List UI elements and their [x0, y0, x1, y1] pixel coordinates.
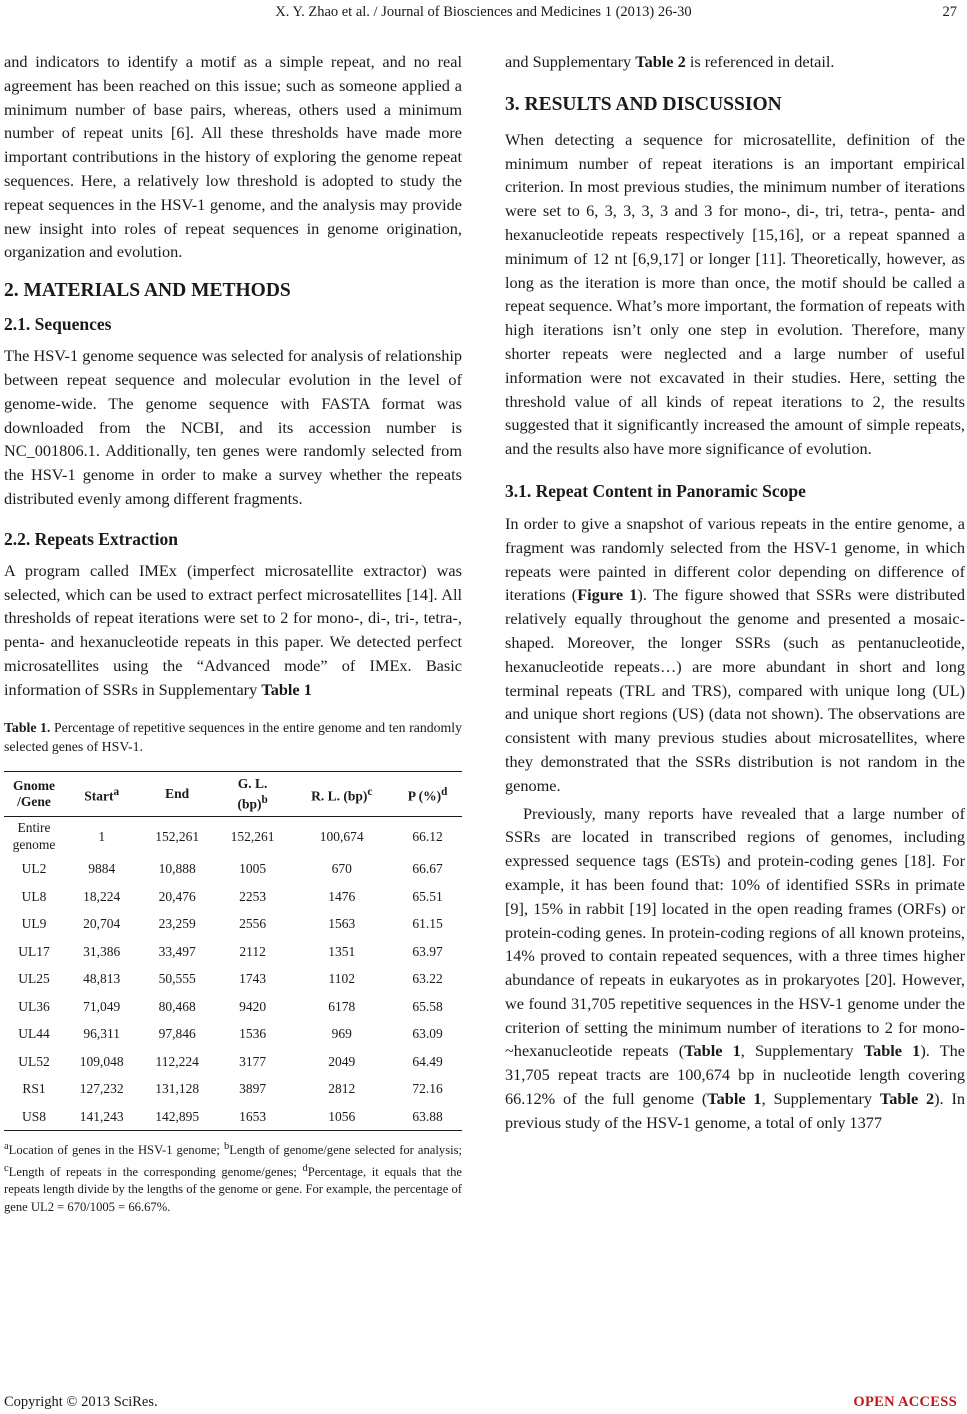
table-cell-end: 131,128 — [155, 1081, 200, 1097]
table-2-ref: Table 2 — [879, 1089, 935, 1109]
footnote-a-mark: a — [4, 1141, 9, 1153]
table-cell-rl: 1563 — [328, 916, 356, 932]
header-gene — [4, 771, 64, 817]
table-cell-rl: 100,674 — [319, 828, 364, 844]
table-row — [4, 938, 462, 966]
running-header: X. Y. Zhao et al. / Journal of Biosciences and Medicines 1 (2013) 26-30 — [275, 4, 692, 20]
table-cell-rl: 1056 — [290, 1103, 393, 1131]
table-1-ref-a: Table 1 — [684, 1041, 741, 1061]
table-cell-p: 63.88 — [393, 1103, 462, 1131]
table-cell-end: 152,261 — [155, 828, 200, 844]
subsection-heading-sequences: 2.1. Sequences — [4, 314, 112, 335]
left-column — [4, 50, 462, 1216]
continued-paragraph — [505, 50, 965, 74]
header-rl — [290, 771, 393, 817]
table-cell-p: 72.16 — [412, 1081, 443, 1097]
table-cell-p: 65.58 — [412, 998, 443, 1014]
table-cell-gl: 1743 — [239, 971, 267, 987]
extraction-text: A program called IMEx (imperfect microsatellite extractor) was selected, which can be used to extract perfect microsatellites [14]. All thresholds of repeat iterations were set to 2 for mono-, di-, tri-, tetra-, penta- and hexanucleotide repeats in this paper. We detected perfect microsatellites using the “Advanced mode” of IMEx. Basic information of SSRs in Supplementary — [4, 560, 462, 699]
intro-paragraph-end: and indicators to identify a motif as a simple repeat, and no real agreement has been reached on this issue; such as someone applied a minimum number of base pairs, whereas, others used a minimum number of repeat units [6]. All these thresholds have made more important contributions in the history of exploring the genome repeat sequences. Here, a relatively low threshold is adopted to study the repeat sequences in the HSV-1 genome, and the analysis may provide new insight into roles of repeat sequences in genome origination, organization and evolution. — [4, 52, 462, 262]
table-row — [4, 965, 462, 993]
table-cell-rl: 2812 — [328, 1081, 356, 1097]
table-cell-end: 20,476 — [158, 888, 196, 904]
table-row — [4, 817, 462, 856]
header-gl-sup: b — [261, 793, 268, 806]
table-cell-end: 80,468 — [158, 998, 196, 1014]
footnote-c-text: Length of repeats in the corresponding genome/genes; — [8, 1164, 303, 1179]
table-cell-start: 20,704 — [83, 916, 121, 932]
table-cell-end: 50,555 — [158, 971, 196, 987]
header-gl-line2: (bp) — [237, 796, 262, 812]
table-cell-rl: 1102 — [328, 971, 355, 987]
table-row — [4, 855, 462, 883]
table-cell-p: 65.51 — [412, 888, 443, 904]
table-cell-end: 112,224 — [155, 1053, 199, 1069]
table-cell-gl: 3897 — [239, 1081, 267, 1097]
header-p-label: P (%) — [407, 788, 442, 804]
table-row — [4, 1048, 462, 1076]
figure-1-reference: Figure 1 — [577, 585, 638, 605]
page-number: 27 — [942, 4, 957, 20]
table-cell-end: 10,888 — [158, 861, 196, 877]
table-cell-gene: UL8 — [21, 888, 47, 904]
table-row — [4, 1020, 462, 1048]
footnote-a-text: Location of genes in the HSV-1 genome; — [8, 1143, 224, 1158]
table-cell-end: 142,895 — [139, 1103, 214, 1131]
footnote-d-text: Percentage, it equals that the repeats length divide by the lengths of the genome or gene. For example, the percentage of gene UL2 = 670/1005 = 66.67%. — [4, 1164, 462, 1214]
table-cell-gene: UL17 — [18, 943, 50, 959]
repeat-content-text-b: ). The figure showed that SSRs were distributed relatively equally throughout the genome and presented a mosaic-shaped. Moreover, the longer SSRs (such as pentanucleotide, hexanucleotide repeats…) are more abundant in short and long terminal repeats (TRL and TRS), compared with unique long (UL) and unique short regions (US) (data not shown). The observations are consistent with many previous studies about microsatellites, where they demonstrated that the SSRs distribution is not random in the genome. — [505, 585, 965, 795]
footnote-d-mark: d — [302, 1162, 308, 1174]
table-caption-text: Percentage of repetitive sequences in the entire genome and ten randomly selected genes of HSV-1. — [4, 719, 463, 755]
table-cell-rl: 670 — [331, 861, 352, 877]
header-rl-label: R. L. (bp) — [311, 788, 368, 804]
repeat-content-text-a: In order to give a snapshot of various repeats in the entire genome, a fragment was randomly selected from the HSV-1 genome, in which repeats were painted in different color depending on difference of iterations ( — [505, 513, 965, 605]
footnote-c-mark: c — [4, 1162, 9, 1174]
header-gene-line1: Gnome — [13, 777, 55, 793]
section-heading-methods: 2. MATERIALS AND METHODS — [4, 280, 291, 302]
table-cell-start: 71,049 — [83, 998, 121, 1014]
right-column — [505, 50, 965, 1135]
sequences-paragraph: The HSV-1 genome sequence was selected for analysis of relationship between repeat sequence and molecular evolution in the level of genome-wide. The genome sequence with FASTA format was downloaded from the NCBI, and its accession number is NC_001806.1. Additionally, ten genes were randomly selected from the HSV-1 genome in order to make a survey whether the repeats distributed evenly among different fragments. — [4, 346, 462, 508]
table-cell-end: 33,497 — [158, 943, 196, 959]
table-cell-rl: 1476 — [328, 888, 356, 904]
table-cell-start: 18,224 — [83, 888, 121, 904]
header-start-label: Start — [84, 788, 114, 804]
header-rl-sup: c — [367, 785, 373, 798]
previously-paragraph — [505, 802, 965, 1135]
table-cell-gl: 1653 — [215, 1103, 290, 1131]
table-cell-gene: UL36 — [18, 998, 50, 1014]
table-cell-start: 96,311 — [83, 1026, 121, 1042]
table-2-reference: Table 2 — [635, 52, 686, 71]
table-cell-gene: UL52 — [18, 1053, 50, 1069]
previously-text-d: , Supplementary — [761, 1089, 880, 1109]
continued-text-b: is referenced in detail. — [685, 52, 835, 71]
table-row — [4, 910, 462, 938]
table-cell-start: 109,048 — [79, 1053, 124, 1069]
table-cell-rl: 2049 — [328, 1053, 356, 1069]
table-cell-rl: 1351 — [328, 943, 356, 959]
table-1-ref-b: Table 1 — [863, 1041, 921, 1061]
table-cell-p: 63.09 — [412, 1026, 443, 1042]
previously-text-b: , Supplementary — [740, 1041, 864, 1061]
table-cell-p: 63.97 — [412, 943, 443, 959]
header-p — [393, 771, 462, 817]
open-access-label: OPEN ACCESS — [853, 1394, 957, 1410]
repeat-percentage-table — [4, 771, 462, 1132]
header-end: End — [139, 771, 214, 817]
table-cell-start: 48,813 — [83, 971, 121, 987]
table-cell-p: 61.15 — [412, 916, 443, 932]
extraction-paragraph — [4, 559, 462, 702]
table-cell-gl: 9420 — [239, 998, 267, 1014]
table-cell-start: 31,386 — [83, 943, 121, 959]
table-row — [4, 993, 462, 1021]
table-cell-gene: Entire genome — [12, 820, 56, 853]
table-cell-rl: 6178 — [328, 998, 356, 1014]
table-caption-label: Table 1. — [4, 719, 51, 735]
previously-text-a: Previously, many reports have revealed that a large number of SSRs are located in transcribed regions of genomes, including expressed sequence tags (ESTs) and protein-coding genes [18]. For example, it has been found that: 10% of identified SSRs in primate [9], 15% in rabbit [19] located in the open reading frames (ORFs) or protein-coding genes. In protein-coding regions of all known proteins, 14% proved to contain repeated sequences, with a three times higher abundance of repeats in eukaryotes as in prokaryotes [20]. However, we found 31,705 repetitive sequences in the HSV-1 genome under the criterion of setting the minimum number of iterations to 2 for mono- ~hexanucleotide repeats ( — [505, 803, 965, 1061]
subsection-heading-repeat-content: 3.1. Repeat Content in Panoramic Scope — [505, 480, 806, 501]
table-cell-p: 66.12 — [412, 828, 443, 844]
table-cell-gl: 2112 — [239, 943, 266, 959]
table-caption — [4, 718, 462, 757]
table-row — [4, 1075, 462, 1103]
table-cell-gene: US8 — [4, 1103, 64, 1131]
footnote-b-text: Length of genome/gene selected for analysis; — [229, 1143, 462, 1158]
table-cell-end: 23,259 — [158, 916, 196, 932]
table-cell-gl: 3177 — [239, 1053, 267, 1069]
repeat-content-paragraph — [505, 512, 965, 798]
table-header-row — [4, 771, 462, 817]
results-paragraph: When detecting a sequence for microsatellite, definition of the minimum number of repeat iterations is an important empirical criterion. In most previous studies, the minimum number of iterations were set to 6, 3, 3, 3, 3 and 3 for mono-, di-, tri, tetra-, penta- and hexanucleotide repeats respectively [15,16], or a repeat spanned a minimum of 12 nt [6,9,17] or longer [11]. Theoretically, however, as long as the iteration is more than once, the motif should be called a repeat sequence. What’s more important, the formation of repeats with high iterations isn’t only one step in evolution. Therefore, many shorter repeats were neglected and a large number of useful information were not excavated in their studies. Here, setting the threshold value of all kinds of repeat iterations to 2, the results suggested that it significantly increased the amount of simple repeats, and the results also have more significance of evolution. — [505, 129, 965, 459]
previously-text-c: ). The 31,705 repeat tracts are 100,674 bp in nucleotide length covering 66.12% of the full genome ( — [505, 1041, 965, 1109]
table-footnote — [4, 1138, 462, 1216]
header-start — [64, 771, 139, 817]
table-cell-start: 9884 — [88, 861, 116, 877]
table-cell-p: 66.67 — [412, 861, 443, 877]
table-cell-rl: 969 — [331, 1026, 352, 1042]
continued-text-a: and Supplementary — [505, 52, 636, 71]
table-cell-gene: UL2 — [21, 861, 47, 877]
table-cell-start: 141,243 — [64, 1103, 139, 1131]
table-body — [4, 817, 462, 1131]
table-cell-start: 1 — [98, 828, 106, 844]
table-cell-p: 63.22 — [412, 971, 443, 987]
footnote-b-mark: b — [223, 1141, 230, 1153]
copyright-notice: Copyright © 2013 SciRes. — [4, 1394, 158, 1410]
table-cell-gl: 1005 — [239, 861, 267, 877]
table-cell-gene: UL44 — [18, 1026, 50, 1042]
header-gene-line2: /Gene — [17, 793, 51, 809]
header-p-sup: d — [441, 785, 448, 798]
table-cell-start: 127,232 — [79, 1081, 124, 1097]
table-cell-gl: 1536 — [239, 1026, 267, 1042]
table-1-reference: Table 1 — [261, 679, 312, 699]
table-row — [4, 1103, 462, 1131]
table-cell-gene: UL25 — [18, 971, 50, 987]
table-cell-gl: 2253 — [239, 888, 267, 904]
table-cell-p: 64.49 — [412, 1053, 443, 1069]
header-start-sup: a — [113, 785, 120, 798]
header-gl — [215, 771, 290, 817]
table-1-ref-c: Table 1 — [707, 1089, 762, 1109]
table-cell-end: 97,846 — [158, 1026, 196, 1042]
previously-text-e: ). In previous study of the HSV-1 genome, a total of only 1377 — [505, 1089, 966, 1132]
subsection-heading-extraction: 2.2. Repeats Extraction — [4, 528, 179, 549]
table-row — [4, 883, 462, 911]
table-cell-gene: UL9 — [21, 916, 47, 932]
table-cell-gl: 2556 — [239, 916, 267, 932]
table-cell-gene: RS1 — [22, 1081, 46, 1097]
table-cell-gl: 152,261 — [230, 828, 275, 844]
header-gl-line1: G. L. — [237, 775, 268, 791]
section-heading-results: 3. RESULTS AND DISCUSSION — [505, 93, 782, 115]
